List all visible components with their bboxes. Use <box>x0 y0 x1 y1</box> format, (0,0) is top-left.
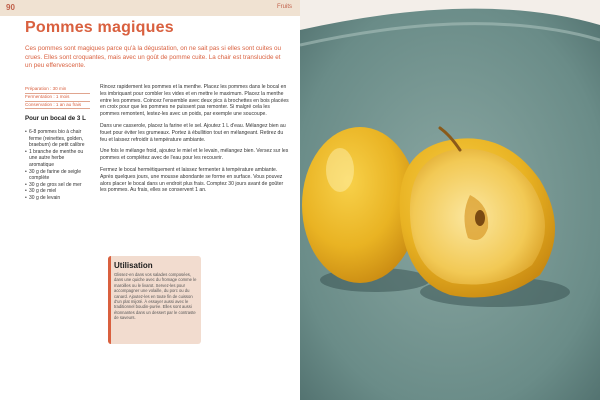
utilisation-text: Glissez-en dans vos salades composées, dans une quiche avec du fromage comme le maroilles ou le livarot. Servez-les pour accompagner une volaille, du porc ou du canard. Ajoutez-les en toute fin de cuisson d'un plat mijoté. À essayer aussi avec le traditionnel boudin-purée. Elles sont aussi étonnantes dans un dessert par le contraste de saveurs. <box>114 272 197 321</box>
ingredient-item: • 1 branche de menthe ou une autre herbe aromatique <box>25 149 90 169</box>
box-accent-stripe <box>108 256 111 344</box>
page-number: 90 <box>6 3 15 12</box>
step-paragraph: Dans une casserole, placez la farine et le sel. Ajoutez 1 L d'eau. Mélangez bien au fouet pour éviter les grumeaux. Portez à ébullition tout en mélangeant. Retirez du feu et laissez refroidir à température ambiante. <box>100 122 286 143</box>
section-label: Fruits <box>277 4 292 10</box>
right-page <box>300 0 600 400</box>
utilisation-box <box>108 256 201 344</box>
step-paragraph: Fermez le bocal hermétiquement et laissez fermenter à température ambiante. Après quelques jours, une mousse abondante se forme en surface. Vous pouvez alors placer le bocal dans un endroit plus frais. Comptez 30 jours avant de goûter les pommes. Au frais, elles se conservent 1 an. <box>100 166 284 194</box>
step-paragraph: Une fois le mélange froid, ajoutez le miel et le levain, mélangez bien. Versez sur les pommes et complétez avec de l'eau pour les recouvrir. <box>100 148 289 162</box>
ingredient-item: • 30 g de farine de seigle complète <box>25 169 90 182</box>
ingredient-item: • 30 g de gros sel de mer <box>25 182 90 189</box>
apples-photo <box>300 0 600 400</box>
ingredient-item: • 30 g de levain <box>25 195 90 202</box>
header-bar <box>0 0 300 16</box>
ingredients-title: Pour un bocal de 3 L <box>25 115 86 122</box>
recipe-steps <box>100 84 290 199</box>
recipe-title: Pommes magiques <box>25 19 174 36</box>
prep-time: Préparation : 30 min <box>25 86 90 94</box>
ingredient-item: • 30 g de miel <box>25 188 90 195</box>
apple-highlight <box>326 148 354 192</box>
ingredients-list <box>25 129 90 202</box>
step-paragraph: Rincez rapidement les pommes et la menthe. Placez les pommes dans le bocal en les imbriquant pour combler les vides et en mettre le maximum. Placez la menthe entre les pommes. Coincez l'ensemble avec deux pics à brochettes en bois placées en croix pour que les pommes ne puissent pas remonter. Si malgré cela les pommes remontent, lestez-les avec un poids, par exemple une soucoupe. <box>100 84 289 118</box>
fermentation-time: Fermentation : 1 mois <box>25 94 90 102</box>
apple-seed <box>475 210 485 226</box>
recipe-intro: Ces pommes sont magiques parce qu'à la dégustation, on ne sait pas si elles sont cuites ou crues. Elles sont croquantes, mais avec un goût de pomme cuite. La chair est translucide et un peu effervescente. <box>25 45 282 70</box>
utilisation-title: Utilisation <box>114 261 153 270</box>
conservation-time: Conservation : 1 an au frais <box>25 102 90 110</box>
prep-times <box>25 86 90 109</box>
ingredient-item: • 6-8 pommes bio à chair ferme (reinettes, golden, braeburn) de petit calibre <box>25 129 90 149</box>
